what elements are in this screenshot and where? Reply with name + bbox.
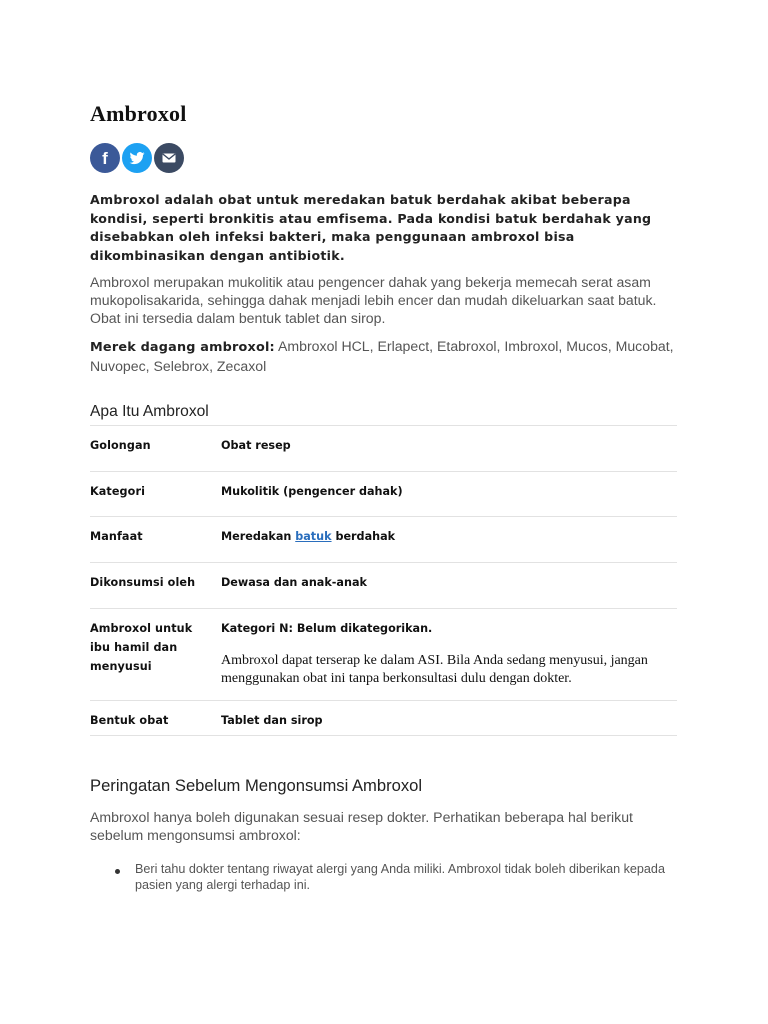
- description-paragraph: Ambroxol merupakan mukolitik atau pengencer dahak yang bekerja memecah serat asam mukopolisakarida, sehingga dahak menjadi lebih encer dan mudah dikeluarkan saat batuk. Obat ini tersedia dalam bentuk tablet dan sirop.: [90, 274, 657, 326]
- row-value: [221, 517, 677, 546]
- row-value: Obat resep: [221, 439, 291, 452]
- list-item: Beri tahu dokter tentang riwayat alergi yang Anda miliki. Ambroxol tidak boleh diberikan kepada pasien yang alergi terhadap ini.: [90, 861, 680, 893]
- table-row: [90, 472, 677, 517]
- warning-section-heading: Peringatan Sebelum Mengonsumsi Ambroxol: [90, 776, 423, 795]
- facebook-share-button[interactable]: [90, 143, 120, 173]
- brands-paragraph: [90, 337, 680, 375]
- table-row: [90, 701, 677, 736]
- twitter-share-button[interactable]: [122, 143, 152, 173]
- info-section-heading: Apa Itu Ambroxol: [90, 403, 209, 420]
- table-row: [90, 609, 677, 701]
- row-value: Tablet dan sirop: [221, 714, 323, 727]
- brands-label: Merek dagang ambroxol:: [90, 340, 275, 355]
- row-key: Manfaat: [90, 530, 143, 543]
- row-value-text: Meredakan: [221, 530, 296, 543]
- row-key: Kategori: [90, 485, 146, 498]
- breastfeeding-note: Ambroxol dapat terserap ke dalam ASI. Bila Anda sedang menyusui, jangan menggunakan obat ini tanpa berkonsultasi dulu dengan dokter.: [221, 653, 648, 686]
- facebook-icon: [90, 143, 120, 173]
- row-key: Ambroxol untuk ibu hamil dan menyusui: [90, 622, 193, 673]
- row-value-text: berdahak: [331, 530, 396, 543]
- row-value: Kategori N: Belum dikategorikan.: [221, 622, 433, 635]
- table-row: [90, 563, 677, 609]
- row-key: Dikonsumsi oleh: [90, 576, 196, 589]
- row-key: Golongan: [90, 439, 151, 452]
- email-icon: [154, 143, 184, 173]
- email-share-button[interactable]: [154, 143, 184, 173]
- warning-list: [90, 861, 680, 893]
- facebook-icon-letter: f: [102, 149, 108, 168]
- table-row: [90, 426, 677, 472]
- brands-list: Ambroxol HCL, Erlapect, Etabroxol, Imbroxol, Mucos, Mucobat, Nuvopec, Selebrox, Zecaxol: [90, 338, 674, 374]
- row-value: Dewasa dan anak-anak: [221, 576, 367, 589]
- page-title: Ambroxol: [90, 101, 187, 126]
- row-key: Bentuk obat: [90, 714, 169, 727]
- row-value: Mukolitik (pengencer dahak): [221, 485, 403, 498]
- batuk-link[interactable]: batuk: [295, 530, 332, 543]
- info-table: [90, 425, 677, 736]
- warning-intro: Ambroxol hanya boleh digunakan sesuai resep dokter. Perhatikan beberapa hal berikut sebelum mengonsumsi ambroxol:: [90, 809, 633, 843]
- lead-paragraph: Ambroxol adalah obat untuk meredakan batuk berdahak akibat beberapa kondisi, seperti bronkitis atau emfisema. Pada kondisi batuk berdahak yang disebabkan oleh infeksi bakteri, maka penggunaan ambroxol bisa dikombinasikan dengan antibiotik.: [90, 192, 652, 263]
- share-buttons: [90, 143, 184, 173]
- twitter-icon: [122, 143, 152, 173]
- table-row: [90, 517, 677, 563]
